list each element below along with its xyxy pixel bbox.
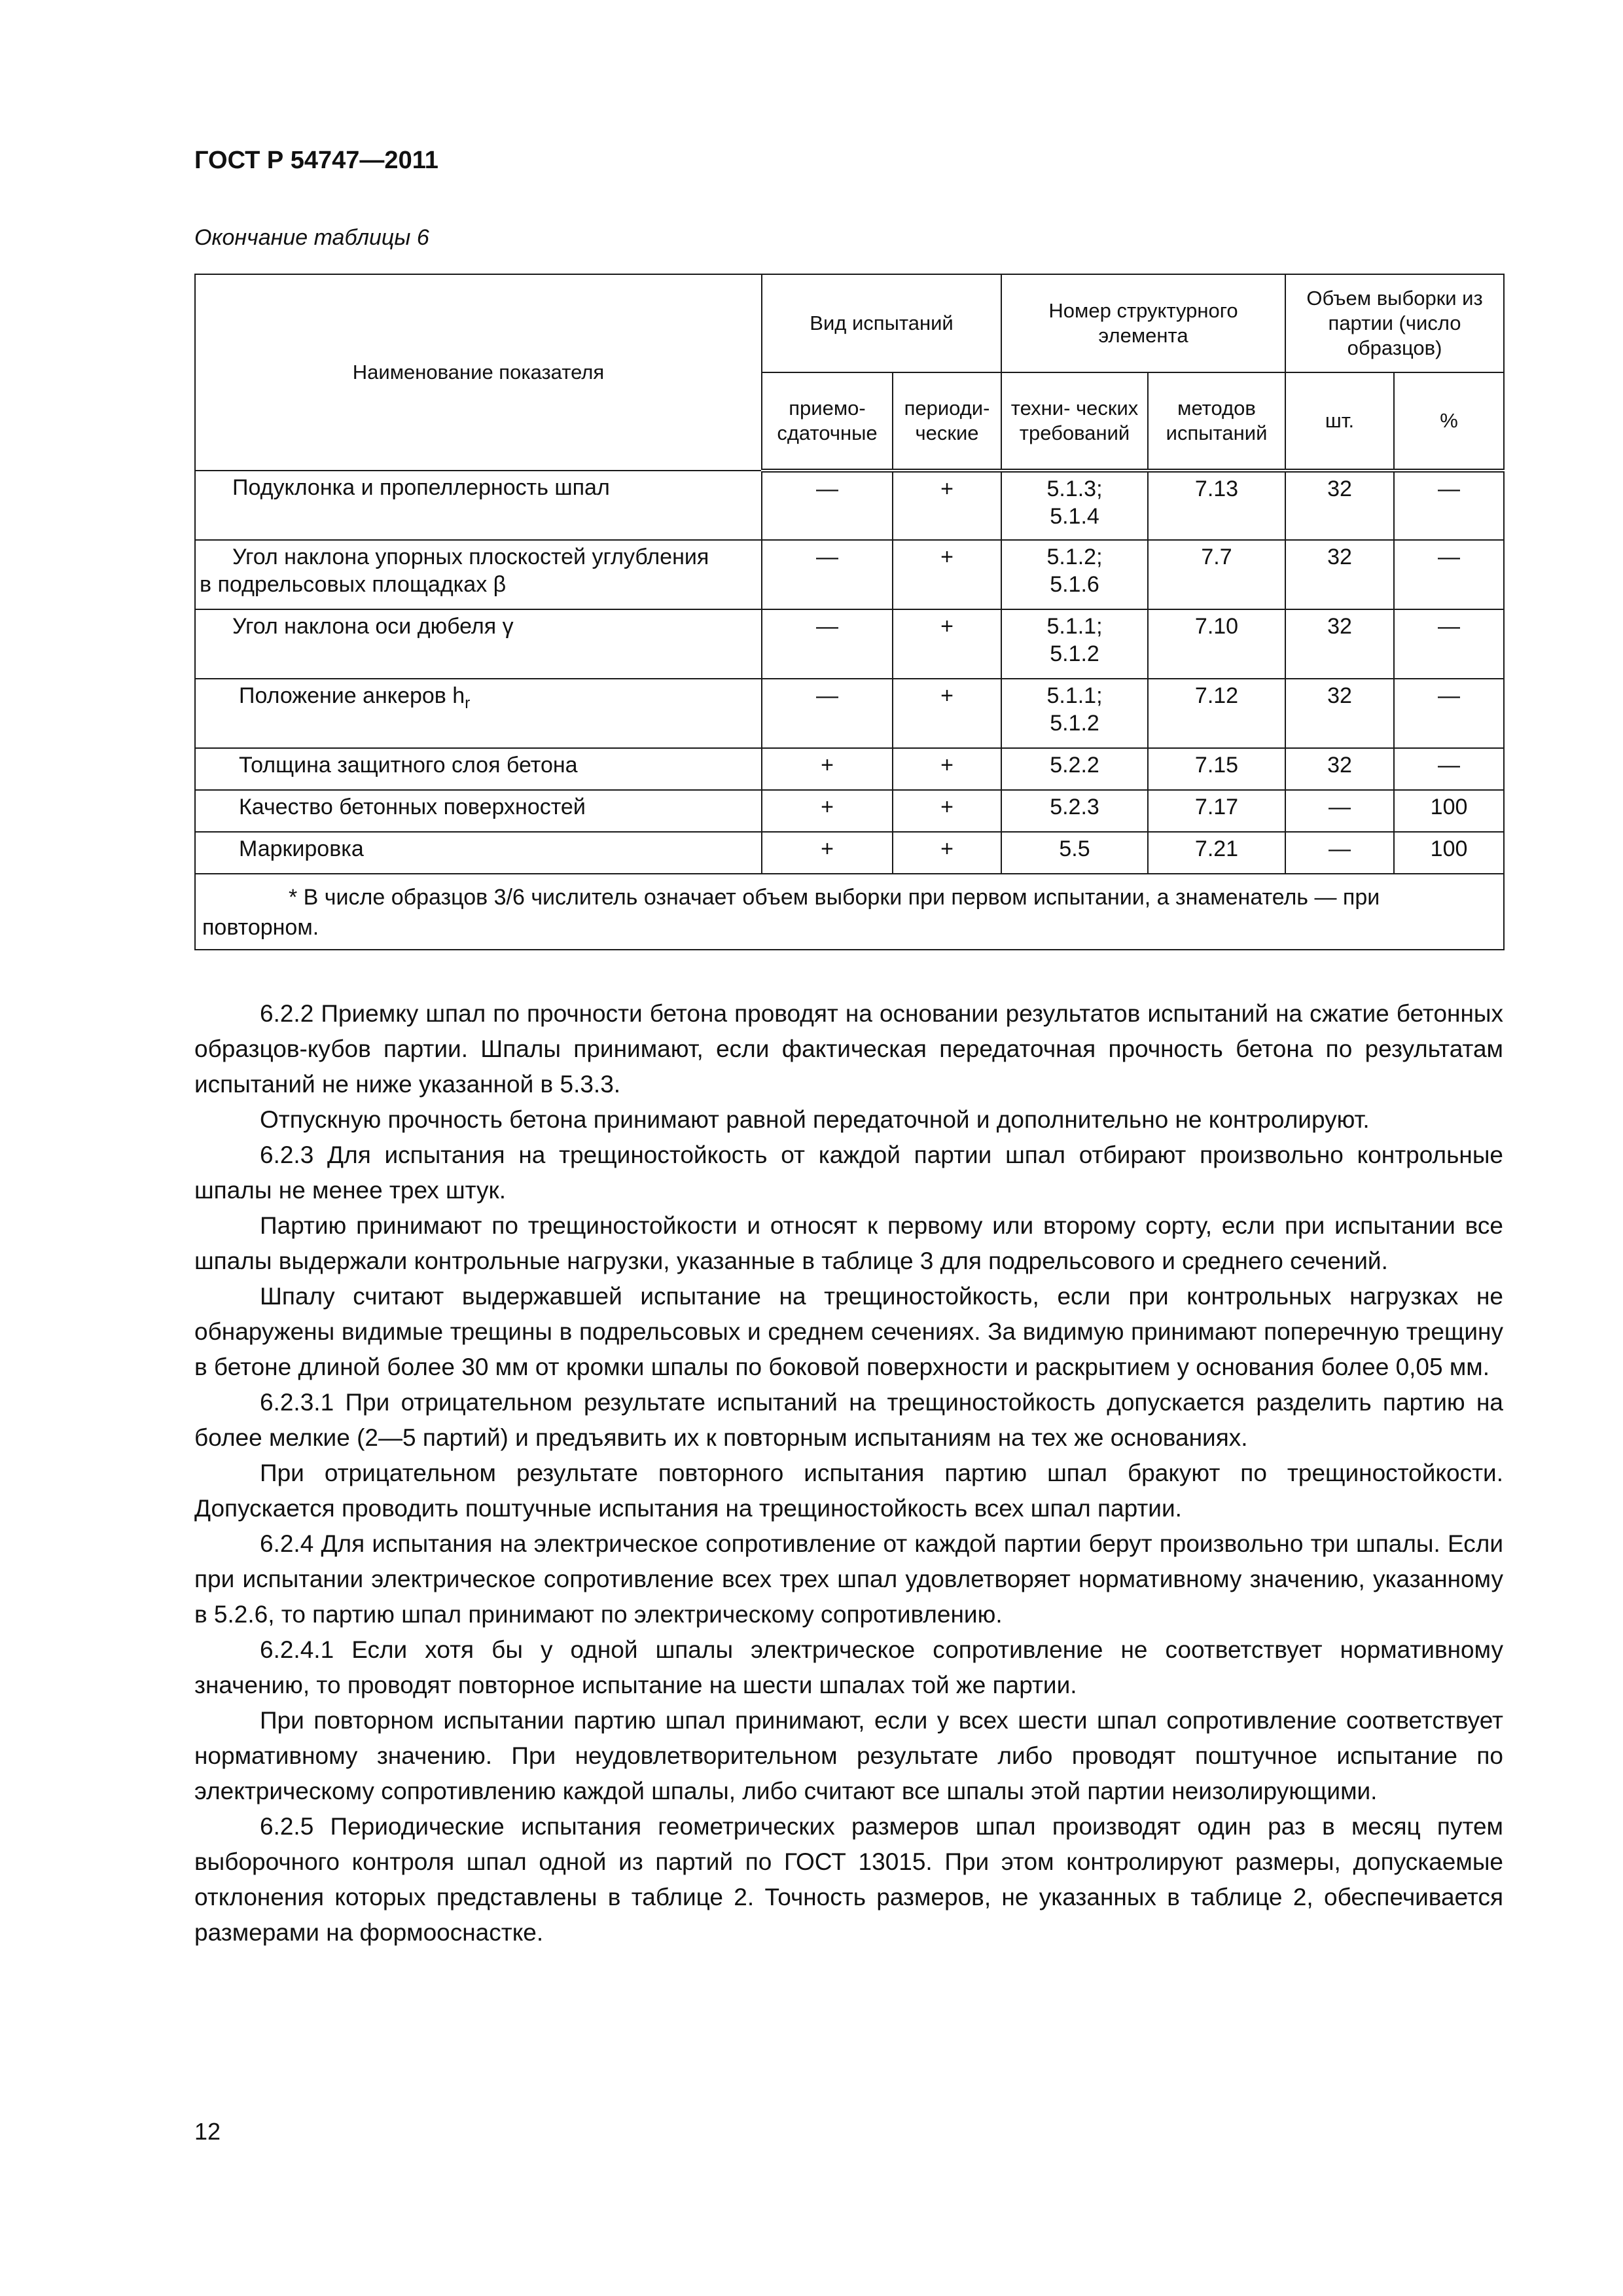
paragraph: 6.2.5 Периодические испытания геометрических размеров шпал производят один раз в месяц путем выборочного контроля шпал одной из партий по ГОСТ 13015. При этом контролируют размеры, допускаемые отклонения которых представлены в таблице 2. Точность размеров, не указанных в таблице 2, обеспечивается размерами на формооснастке. (194, 1813, 1503, 1946)
row-name-line2: в подрельсовых площадках β (200, 572, 507, 597)
cell-acceptance: — (762, 679, 893, 748)
header-percent: % (1394, 372, 1504, 471)
cell-percent: 100 (1394, 832, 1504, 874)
cell-acceptance: + (762, 790, 893, 832)
header-acceptance: приемо- сдаточные (762, 372, 893, 471)
cell-pieces: 32 (1285, 471, 1394, 540)
paragraph: Отпускную прочность бетона принимают равной передаточной и дополнительно не контролируют. (260, 1106, 1370, 1133)
cell-periodic: + (893, 790, 1001, 832)
header-structural-element: Номер структурного элемента (1001, 274, 1285, 372)
row-name (195, 679, 762, 748)
footnote-line1: * В числе образцов 3/6 числитель означает объем выборки при первом испытании, а знаменатель — при (289, 885, 1380, 910)
cell-periodic: + (893, 540, 1001, 609)
cell-percent: — (1394, 471, 1504, 540)
cell-percent: — (1394, 679, 1504, 748)
header-tech-requirements: техни- ческих требований (1001, 372, 1148, 471)
table-row (195, 540, 1504, 609)
header-test-methods: методов испытаний (1148, 372, 1285, 471)
header-test-type: Вид испытаний (762, 274, 1001, 372)
table-row (195, 679, 1504, 748)
cell-tech-line2: 5.1.4 (1050, 504, 1099, 529)
header-pieces: шт. (1285, 372, 1394, 471)
cell-tech (1001, 679, 1148, 748)
row-name (195, 540, 762, 609)
cell-tech-line1: 5.1.1; (1046, 614, 1103, 639)
cell-methods: 7.10 (1148, 609, 1285, 679)
cell-periodic: + (893, 748, 1001, 790)
cell-tech-line1: 5.1.2; (1046, 545, 1103, 569)
row-name: Маркировка (195, 832, 762, 874)
header-periodic: периоди- ческие (893, 372, 1001, 471)
cell-percent: — (1394, 748, 1504, 790)
paragraph: 6.2.2 Приемку шпал по прочности бетона проводят на основании результатов испытаний на сжатие бетонных образцов-кубов партии. Шпалы принимают, если фактическая передаточная прочность бетона по результатам испытаний не ниже указанной в 5.3.3. (194, 1000, 1503, 1098)
table-row (195, 609, 1504, 679)
header-indicator-name: Наименование показателя (195, 274, 762, 471)
cell-tech (1001, 540, 1148, 609)
cell-pieces: 32 (1285, 679, 1394, 748)
row-name-line1: Угол наклона упорных плоскостей углубления (232, 545, 709, 569)
paragraph: 6.2.4.1 Если хотя бы у одной шпалы электрическое сопротивление не соответствует нормативному значению, то проводят повторное испытание на шести шпалах той же партии. (194, 1636, 1503, 1698)
paragraph: При повторном испытании партию шпал принимают, если у всех шести шпал сопротивление соответствует нормативному значению. При неудовлетворительном результате либо проводят поштучное испытание по электрическому сопротивлению каждой шпалы, либо считают все шпалы этой партии неизолирующими. (194, 1707, 1503, 1804)
cell-tech: 5.2.3 (1001, 790, 1148, 832)
cell-periodic: + (893, 832, 1001, 874)
cell-tech: 5.5 (1001, 832, 1148, 874)
cell-tech-line1: 5.1.1; (1046, 683, 1103, 708)
cell-acceptance: + (762, 832, 893, 874)
row-name: Качество бетонных поверхностей (195, 790, 762, 832)
body-text (194, 996, 1503, 1950)
cell-methods: 7.15 (1148, 748, 1285, 790)
table-footnote (195, 874, 1504, 950)
row-name: Угол наклона оси дюбеля γ (195, 609, 762, 679)
page-number: 12 (194, 2118, 221, 2145)
indicators-table (194, 274, 1505, 950)
table-row (195, 832, 1504, 874)
paragraph: При отрицательном результате повторного испытания партию шпал бракуют по трещиностойкости. Допускается проводить поштучные испытания на трещиностойкость всех шпал партии. (194, 1460, 1503, 1522)
cell-methods: 7.12 (1148, 679, 1285, 748)
cell-pieces: 32 (1285, 540, 1394, 609)
row-name-subscript: r (465, 694, 471, 712)
row-name-text: Положение анкеров h (239, 683, 465, 708)
header-sample-size: Объем выборки из партии (число образцов) (1285, 274, 1504, 372)
cell-tech (1001, 609, 1148, 679)
cell-percent: — (1394, 609, 1504, 679)
cell-tech-line1: 5.1.3; (1046, 476, 1103, 501)
table-caption: Окончание таблицы 6 (194, 225, 429, 250)
cell-periodic: + (893, 679, 1001, 748)
cell-tech (1001, 471, 1148, 540)
cell-tech-line2: 5.1.6 (1050, 572, 1099, 597)
cell-methods: 7.17 (1148, 790, 1285, 832)
cell-methods: 7.13 (1148, 471, 1285, 540)
paragraph: 6.2.3.1 При отрицательном результате испытаний на трещиностойкость допускается разделить партию на более мелкие (2—5 партий) и предъявить их к повторным испытаниям на тех же основаниях. (194, 1389, 1503, 1451)
cell-periodic: + (893, 609, 1001, 679)
cell-tech: 5.2.2 (1001, 748, 1148, 790)
cell-acceptance: — (762, 471, 893, 540)
table-row (195, 790, 1504, 832)
paragraph: 6.2.3 Для испытания на трещиностойкость от каждой партии шпал отбирают произвольно контрольные шпалы не менее трех штук. (194, 1141, 1503, 1204)
table-row (195, 748, 1504, 790)
cell-percent: — (1394, 540, 1504, 609)
cell-acceptance: — (762, 540, 893, 609)
cell-methods: 7.21 (1148, 832, 1285, 874)
cell-acceptance: + (762, 748, 893, 790)
row-name: Толщина защитного слоя бетона (195, 748, 762, 790)
cell-tech-line2: 5.1.2 (1050, 711, 1099, 736)
document-code: ГОСТ Р 54747—2011 (194, 147, 438, 174)
cell-pieces: 32 (1285, 748, 1394, 790)
cell-percent: 100 (1394, 790, 1504, 832)
cell-pieces: 32 (1285, 609, 1394, 679)
table-row (195, 471, 1504, 540)
cell-pieces: — (1285, 832, 1394, 874)
cell-tech-line2: 5.1.2 (1050, 641, 1099, 666)
cell-pieces: — (1285, 790, 1394, 832)
paragraph: 6.2.4 Для испытания на электрическое сопротивление от каждой партии берут произвольно три шпалы. Если при испытании электрическое сопротивление всех трех шпал удовлетворяет нормативному значению, указанному в 5.2.6, то партию шпал принимают по электрическому сопротивлению. (194, 1530, 1503, 1628)
cell-methods: 7.7 (1148, 540, 1285, 609)
paragraph: Партию принимают по трещиностойкости и относят к первому или второму сорту, если при испытании все шпалы выдержали контрольные нагрузки, указанные в таблице 3 для подрельсового и среднего сечений. (194, 1212, 1503, 1274)
cell-acceptance: — (762, 609, 893, 679)
table-footnote-row (195, 874, 1504, 950)
footnote-line2: повторном. (202, 915, 319, 940)
paragraph: Шпалу считают выдержавшей испытание на трещиностойкость, если при контрольных нагрузках не обнаружены видимые трещины в подрельсовых и среднем сечениях. За видимую принимают поперечную трещину в бетоне длиной более 30 мм от кромки шпалы по боковой поверхности и раскрытием у основания более 0,05 мм. (194, 1283, 1503, 1380)
row-name: Подуклонка и пропеллерность шпал (195, 471, 762, 540)
cell-periodic: + (893, 471, 1001, 540)
